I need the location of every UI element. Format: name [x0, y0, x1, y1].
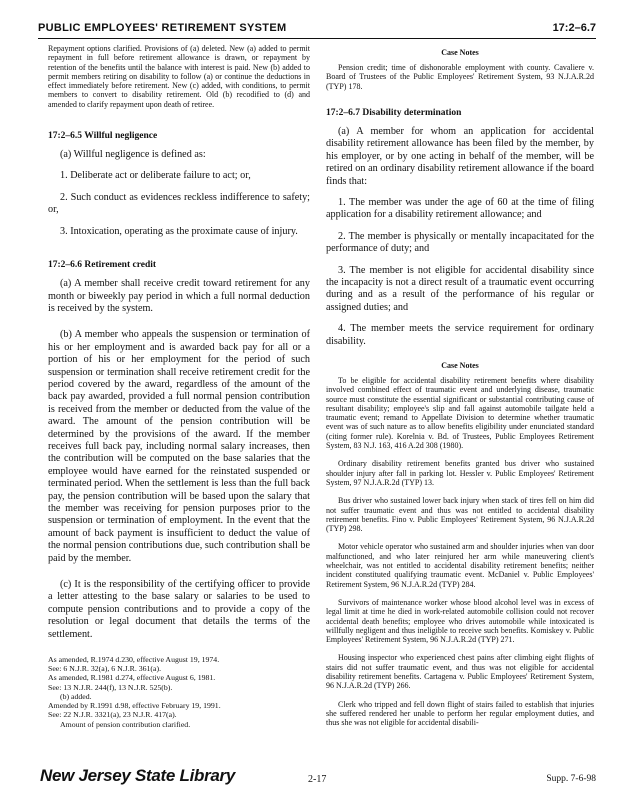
section-6-7-a: (a) A member for whom an application for accidental disability retirement allowance has been filed by the member, by his employer, or by one acting in behalf of the member, will be retired on an ordinary disability retirement allowance if the board finds that: [326, 125, 594, 187]
history-line: As amended, R.1981 d.274, effective August 6, 1981. [48, 673, 216, 683]
section-6-5-a: (a) Willful negligence is defined as: [60, 149, 206, 161]
section-6-7-heading: 17:2–6.7 Disability determination [326, 107, 462, 118]
case-note: Ordinary disability retirement benefits granted bus driver who sustained shoulder injury after fall in parking lot. Hessler v. Public Employees' Retirement System, 97 N.J.A.R.2d (TYP) 13. [326, 459, 594, 487]
right-column [326, 44, 594, 727]
section-6-6-a: (a) A member shall receive credit toward retirement for any month or biweekly pay period in which a full normal deduction is received by the system. [48, 278, 310, 314]
library-logo: New Jersey State Library [40, 766, 236, 785]
history-line: Amended by R.1991 d.98, effective February 19, 1991. [48, 701, 221, 711]
section-6-6-b: (b) A member who appeals the suspension or termination of his or her employment and is awarded back pay for all or a portion of his or her employment for the period of such suspension or termination shall receive retirement credit for the period covered by the award, regardless of the amount of the back pay awarded, provided a full normal pension contribution is received from the member or deducted from the value of the award. The amount of the pension contribution will be determined by the provisions of the award. If the member receives full back pay, including normal salary increases, then the contribution will be computed on the base salaries that the employee would have earned for the reinstated suspended or terminated period. When the settlement is less than the full back pay, the pension contribution will be based upon the salary that the member was receiving for pension purposes prior to the suspension or termination of employment. In the event that the amount of back payment is insufficient to deduct the value of the normal pension contributions due, such contribution shall be paid by the member. [48, 329, 310, 564]
history-line: See: 22 N.J.R. 3321(a), 23 N.J.R. 417(a). [48, 710, 177, 720]
section-6-7-item-4: 4. The member meets the service requirement for ordinary disability. [326, 323, 594, 347]
section-6-7-item-2: 2. The member is physically or mentally incapacitated for the performance of duty; and [326, 230, 594, 255]
case-notes-heading: Case Notes [441, 360, 479, 370]
amendment-note: Repayment options clarified. Provisions of (a) deleted. New (a) added to permit repayment in full before retirement allowance is drawn, or repayment by retention of the benefits until the balance with interest is paid. New (b) added to permit members retiring on disability to follow (a) or continue the deductions in effect immediately before retirement. New (c) added, with conditions, to permit members to convert to disability retirement. Old (b) recodified to (d) and amended to clarify repayment upon death of retiree. [48, 44, 310, 109]
page-footer [40, 766, 596, 790]
page-number: 2-17 [308, 774, 327, 785]
case-note: Bus driver who sustained lower back injury when stack of tires fell on him did not suffer traumatic event and thus was not entitled to accidental disability retirement benefits. Fino v. Public Employees' Retirement System, 96 N.J.A.R.2d (TYP) 298. [326, 496, 594, 534]
header-title: PUBLIC EMPLOYEES' RETIREMENT SYSTEM [38, 22, 287, 34]
history-line: (b) added. [60, 691, 92, 701]
supplement-date: Supp. 7-6-98 [546, 774, 596, 784]
section-6-7-item-1: 1. The member was under the age of 60 at the time of filing application for a disability retirement allowance; and [326, 196, 594, 221]
section-6-5-item-1: 1. Deliberate act or deliberate failure to act; or, [60, 170, 251, 182]
history-line: See: 13 N.J.R. 244(f), 13 N.J.R. 525(b). [48, 682, 173, 692]
left-column [48, 44, 310, 729]
history-line: See: 6 N.J.R. 32(a), 6 N.J.R. 361(a). [48, 664, 162, 674]
section-6-6-c: (c) It is the responsibility of the certifying officer to provide a letter attesting to the base salary or salaries to be used to compute pension contributions and to provide a copy of the resolution or legal document that details the terms of the settlement. [48, 579, 310, 640]
history-notes [48, 655, 310, 729]
case-notes-heading: Case Notes [441, 48, 479, 57]
case-note: Housing inspector who experienced chest pains after climbing eight flights of stairs did not suffer traumatic event, and thus was not eligible for accidental disability retirement benefits. Cartagena v. Public Employees' Retirement System, 96 N.J.A.R.2d (TYP) 266. [326, 653, 594, 691]
case-note: To be eligible for accidental disability retirement benefits where disability involved combined effect of traumatic event and underlying disease, traumatic source must constitute the essential significant or substantial contributing cause of resultant disability; employee's slip and fall against automobile tailgate held a traumatic event; remand to Appellate Division to determine whether traumatic event was of such nature as to allow benefits eligibility under enunciated standard (citing former rule). Korelnia v. Bd. of Trustees, Public Employees Retirement System, 83 N.J. 163, 416 A.2d 308 (1980). [326, 375, 594, 451]
case-note: Clerk who tripped and fell down flight of stairs failed to establish that injuries she suffered rendered her unable to perform her regular employment duties, and thus she was not eligible for accidental disabili- [326, 699, 594, 728]
history-line: As amended, R.1974 d.230, effective August 19, 1974. [48, 655, 220, 665]
section-6-5-heading: 17:2–6.5 Willful negligence [48, 131, 158, 142]
running-header [38, 22, 596, 39]
header-section-number: 17:2–6.7 [552, 22, 596, 34]
case-note: Motor vehicle operator who sustained arm and shoulder injuries when van door malfunctioned, and who later reinjured her arm while maneuvering client's wheelchair, was not entitled to accidental disability retirement benefits; neither incident constituted qualifying traumatic event. McDaniel v. Public Employees' Retirement System, 96 N.J.A.R.2d (TYP) 284. [326, 542, 594, 589]
section-6-5-item-3: 3. Intoxication, operating as the proximate cause of injury. [60, 225, 298, 237]
section-6-6-heading: 17:2–6.6 Retirement credit [48, 260, 157, 271]
case-note: Pension credit; time of dishonorable employment with county. Cavaliere v. Board of Trustees of the Public Employees' Retirement System, 93 N.J.A.R.2d (TYP) 178. [326, 63, 594, 91]
section-6-5-item-2: 2. Such conduct as evidences reckless indifference to safety; or, [48, 191, 310, 216]
section-6-7-item-3: 3. The member is not eligible for accidental disability since the incapacity is not a direct result of a traumatic event occurring during and as a result of the performance of his regular or assigned duties; and [326, 264, 594, 313]
history-line: Amount of pension contribution clarified. [60, 719, 191, 729]
case-note: Survivors of maintenance worker whose blood alcohol level was in excess of legal limit at time he died in work-related automobile collision could not recover accidental death benefits; employee who drives automobile while intoxicated is willfully negligent and thus ineligible to receive such benefits. Komiskey v. Public Employees' Retirement System, 96 N.J.A.R.2d (TYP) 271. [326, 597, 594, 645]
